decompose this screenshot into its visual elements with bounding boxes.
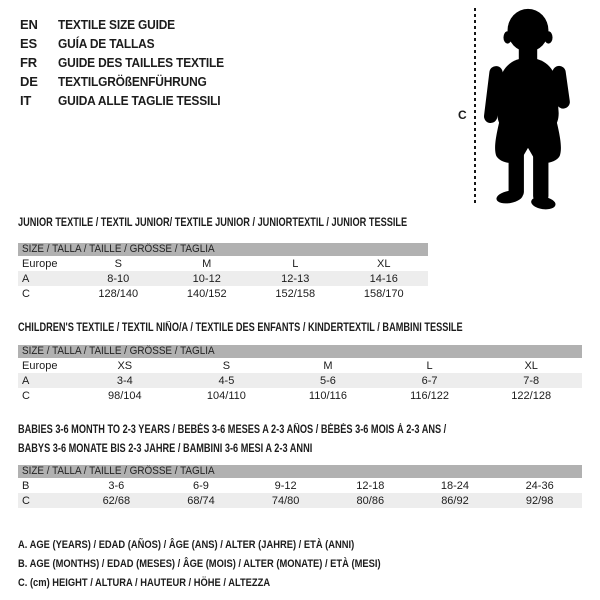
cell: 24-36 <box>525 479 554 492</box>
lang-code: FR <box>20 55 37 70</box>
footnotes <box>18 536 445 593</box>
row-label: C <box>22 287 30 300</box>
lang-row-de <box>20 72 238 91</box>
babies-size-header: SIZE / TALLA / TAILLE / GRÖSSE / TAGLIA <box>18 465 582 478</box>
babies-row-months <box>18 478 582 493</box>
cell: 6-9 <box>193 479 209 492</box>
lang-code: DE <box>20 74 38 89</box>
lang-row-fr <box>20 53 238 72</box>
cell: 10-12 <box>192 272 221 285</box>
cell: 68/74 <box>187 494 215 507</box>
footnote-c: C. (cm) HEIGHT / ALTURA / HAUTEUR / HÖHE / ALTEZZA <box>18 577 271 589</box>
row-label: A <box>22 272 30 285</box>
junior-size-header: SIZE / TALLA / TAILLE / GRÖSSE / TAGLIA <box>18 243 428 256</box>
row-label: C <box>22 389 30 402</box>
cell: 4-5 <box>218 374 235 387</box>
children-row-height <box>18 388 582 403</box>
size-column: M <box>323 359 333 372</box>
region-label: Europe <box>22 257 58 270</box>
row-label: B <box>22 479 30 492</box>
cell: 18-24 <box>440 479 470 492</box>
cell: 8-10 <box>107 272 130 285</box>
size-column: S <box>114 257 122 270</box>
row-label: A <box>22 374 30 387</box>
lang-code: EN <box>20 17 38 32</box>
children-size-table <box>18 345 582 403</box>
babies-section-title-line2: BABYS 3-6 MONATE BIS 2-3 JAHRE / BAMBINI 3-6 MESI A 2-3 ANNI <box>18 443 313 455</box>
lang-row-it <box>20 91 238 110</box>
region-label: Europe <box>22 359 58 372</box>
lang-code: ES <box>20 36 37 51</box>
cell: 74/80 <box>271 494 300 507</box>
junior-section-title: JUNIOR TEXTILE / TEXTIL JUNIOR/ TEXTILE JUNIOR / JUNIORTEXTIL / JUNIOR TESSILE <box>18 217 408 229</box>
cell: 3-4 <box>116 374 133 387</box>
height-dashed-line <box>474 8 476 206</box>
size-column: XL <box>377 257 391 270</box>
size-column: M <box>202 257 212 270</box>
cell: 3-6 <box>108 479 125 492</box>
lang-title: GUÍA DE TALLAS <box>58 36 155 51</box>
junior-row-age <box>18 271 428 286</box>
row-label: C <box>22 494 30 507</box>
lang-row-en <box>20 15 238 34</box>
children-row-age <box>18 373 582 388</box>
cell: 116/122 <box>410 389 450 402</box>
children-section-title: CHILDREN'S TEXTILE / TEXTIL NIÑO/A / TEXTILE DES ENFANTS / KINDERTEXTIL / BAMBINI TESSILE <box>18 322 463 334</box>
cell: 92/98 <box>525 494 554 507</box>
lang-title: TEXTILGRÖßENFÜHRUNG <box>58 74 207 89</box>
children-size-header: SIZE / TALLA / TAILLE / GRÖSSE / TAGLIA <box>18 345 582 358</box>
cell: 98/104 <box>107 389 142 402</box>
cell: 86/92 <box>441 494 469 507</box>
cell: 14-16 <box>369 272 398 285</box>
cell: 12-13 <box>281 272 310 285</box>
size-column: XL <box>524 359 538 372</box>
cell: 128/140 <box>98 287 139 300</box>
junior-columns-row <box>18 256 428 271</box>
cell: 7-8 <box>523 374 540 387</box>
size-column: XS <box>117 359 133 372</box>
footnote-a: A. AGE (YEARS) / EDAD (AÑOS) / ÂGE (ANS) / ALTER (JAHRE) / ETÀ (ANNI) <box>18 539 355 551</box>
cell: 104/110 <box>206 389 246 402</box>
babies-section-title-line1: BABIES 3-6 MONTH TO 2-3 YEARS / BEBÉS 3-6 MESES A 2-3 AÑOS / BÉBÉS 3-6 MOIS À 2-3 ANS / <box>18 424 447 436</box>
cell: 158/170 <box>363 287 404 300</box>
size-column: S <box>222 359 231 372</box>
junior-size-table <box>18 243 428 301</box>
size-column: L <box>426 359 433 372</box>
cell: 62/68 <box>102 494 131 507</box>
cell: 110/116 <box>308 389 348 402</box>
lang-row-es <box>20 34 238 53</box>
language-list <box>20 15 238 110</box>
cell: 5-6 <box>320 374 336 387</box>
size-column: L <box>292 257 299 270</box>
cell: 12-18 <box>356 479 385 492</box>
babies-size-table <box>18 465 582 508</box>
children-columns-row <box>18 358 582 373</box>
lang-code: IT <box>20 93 32 108</box>
lang-title: GUIDE DES TAILLES TEXTILE <box>58 55 224 70</box>
cell: 80/86 <box>356 494 385 507</box>
footnote-b: B. AGE (MONTHS) / EDAD (MESES) / ÂGE (MOIS) / ALTER (MONATE) / ETÀ (MESI) <box>18 558 381 570</box>
cell: 152/158 <box>275 287 316 300</box>
cell: 140/152 <box>186 287 227 300</box>
lang-title: GUIDA ALLE TAGLIE TESSILI <box>58 93 221 108</box>
height-measure-label: C <box>458 108 467 122</box>
babies-row-height <box>18 493 582 508</box>
cell: 9-12 <box>274 479 297 492</box>
lang-title: TEXTILE SIZE GUIDE <box>58 17 175 32</box>
cell: 6-7 <box>421 374 438 387</box>
junior-row-height <box>18 286 428 301</box>
toddler-silhouette-image <box>482 6 574 212</box>
cell: 122/128 <box>511 389 552 402</box>
